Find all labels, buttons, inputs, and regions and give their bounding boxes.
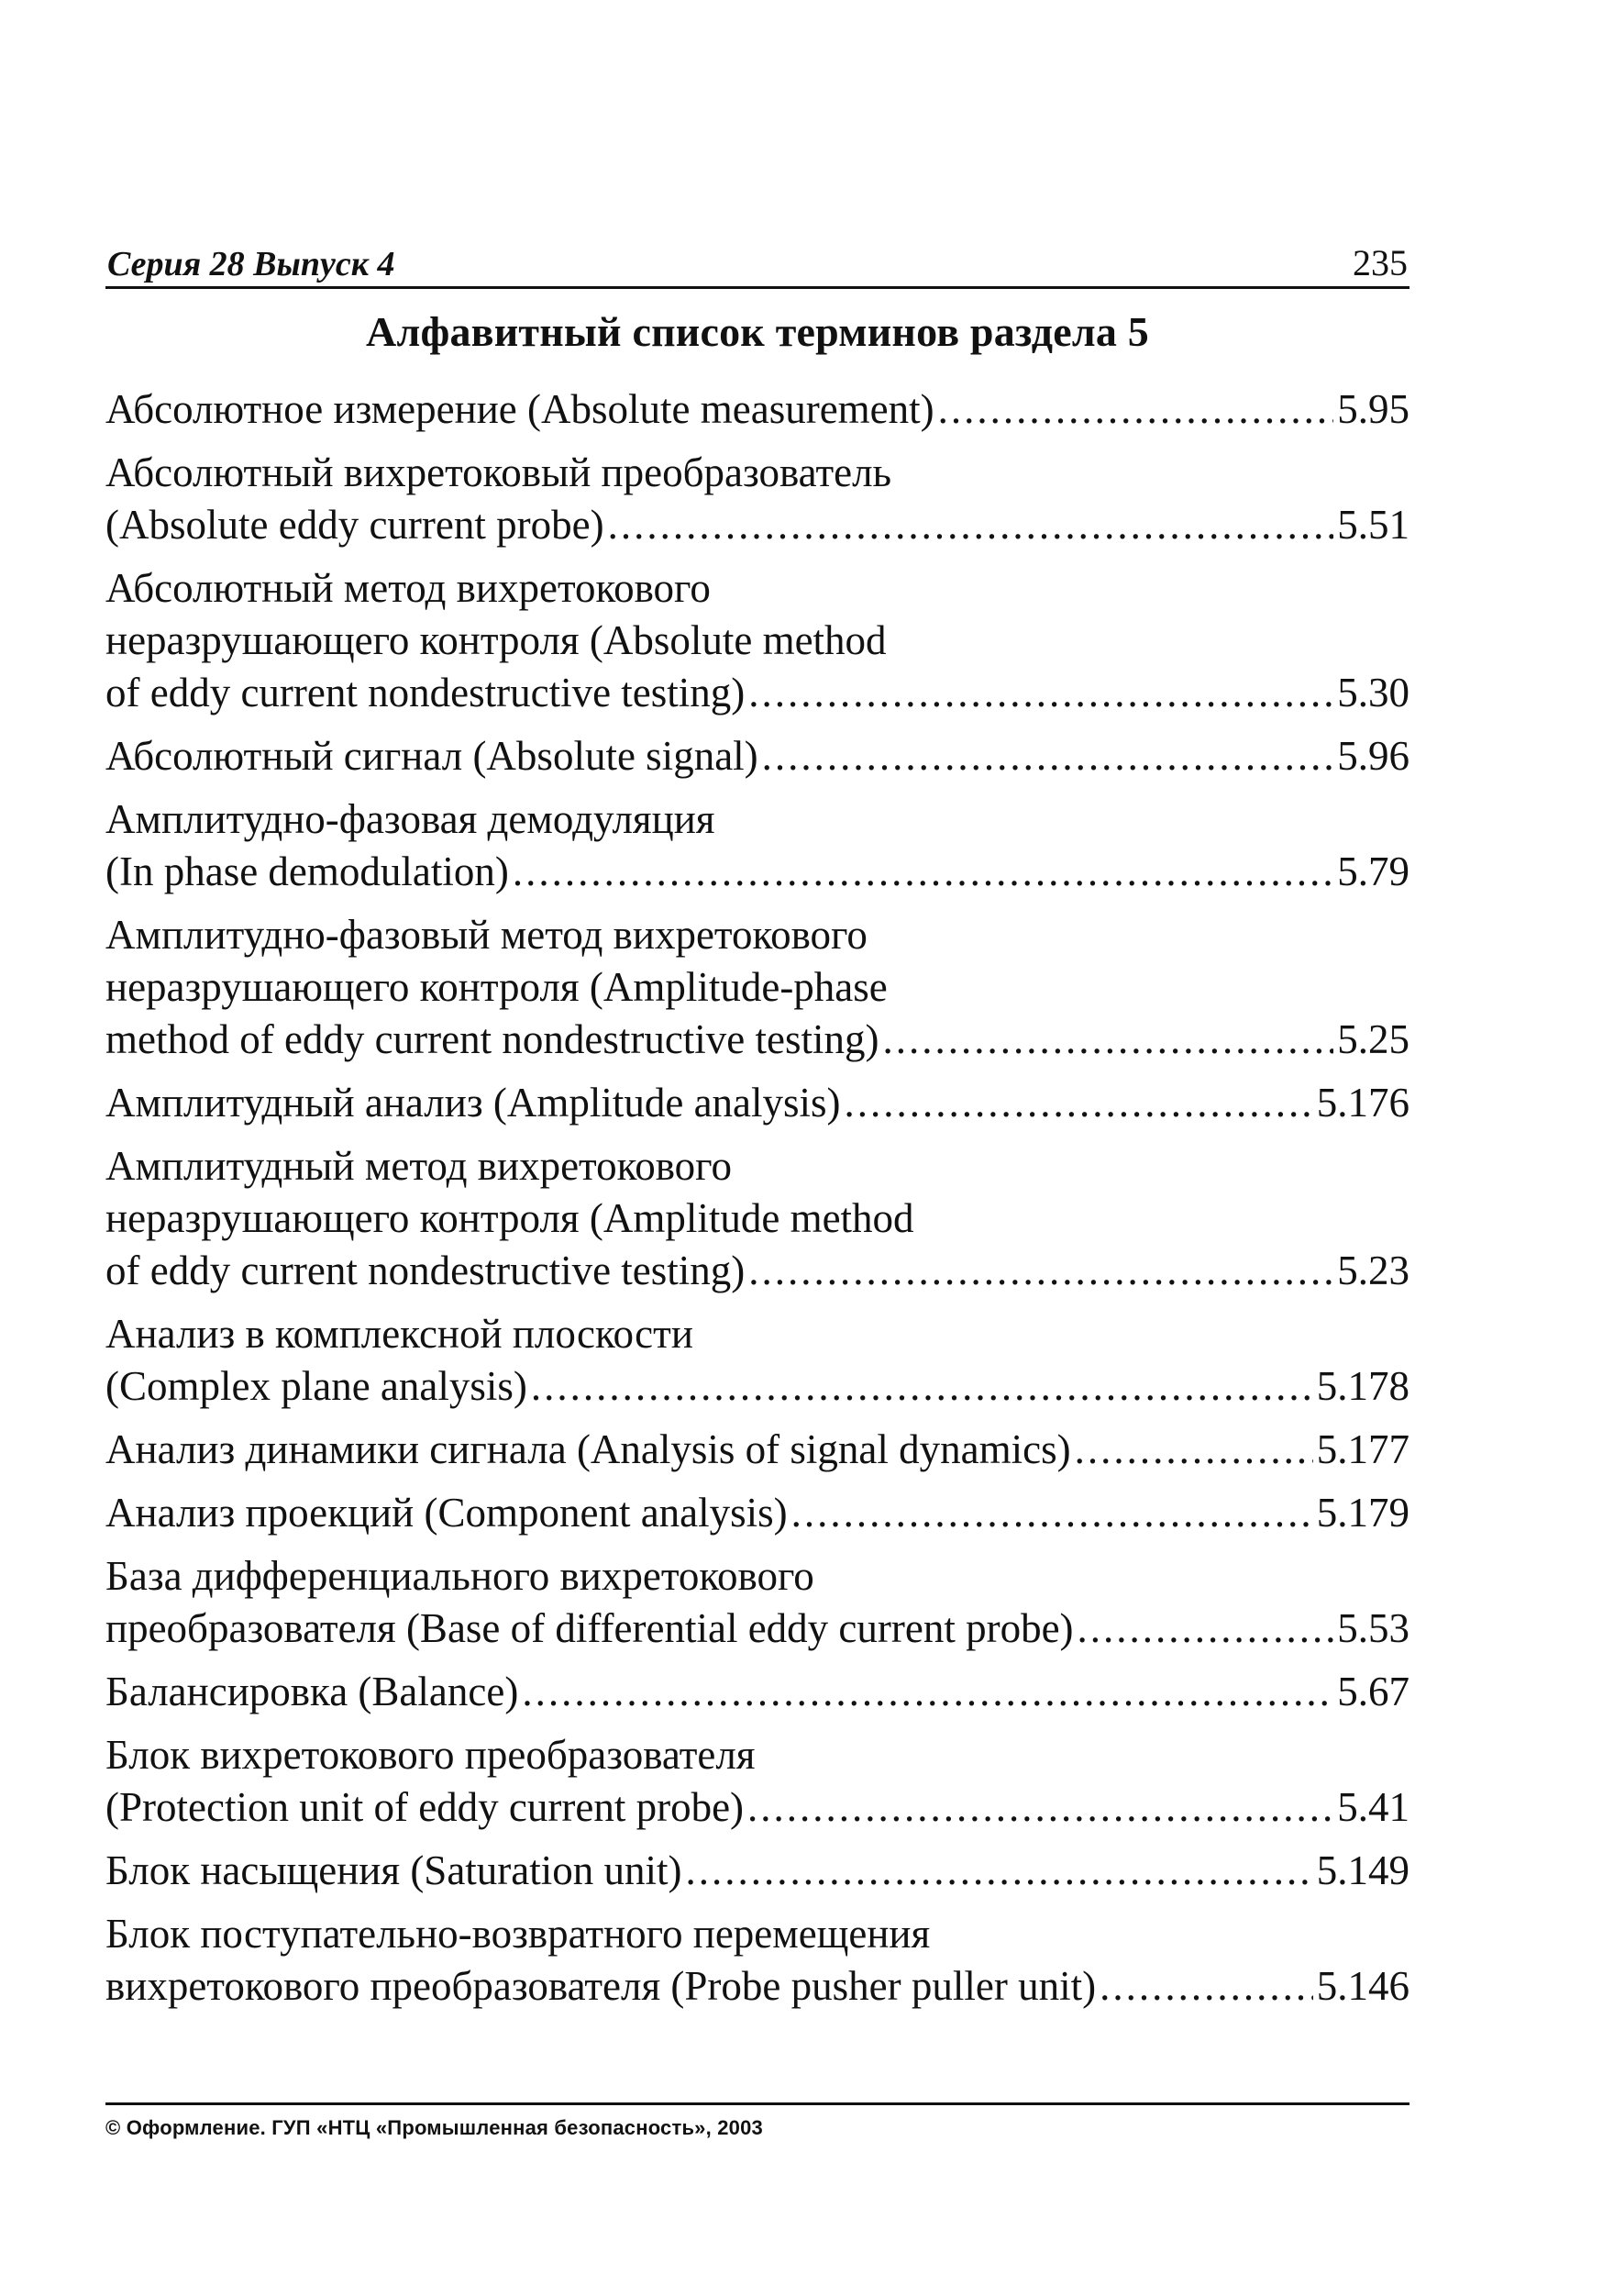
entry-term-line: of eddy current nondestructive testing) bbox=[105, 1248, 746, 1293]
index-entry bbox=[105, 1487, 1409, 1539]
entry-term-line: Блок поступательно-возвратного перемещения bbox=[105, 1911, 931, 1957]
entry-last-line bbox=[105, 1666, 1409, 1718]
dot-leader bbox=[686, 1845, 1313, 1897]
entry-term-line: Анализ динамики сигнала (Analysis of signal dynamics) bbox=[105, 1426, 1071, 1472]
index-entry bbox=[105, 1729, 1409, 1834]
section-reference: 5.176 bbox=[1316, 1080, 1409, 1126]
entry-last-line bbox=[105, 1014, 1409, 1066]
copyright-notice: © Оформление. ГУП «НТЦ «Промышленная безопасность», 2003 bbox=[105, 2116, 763, 2139]
entry-term-line: Абсолютный сигнал (Absolute signal) bbox=[105, 733, 758, 779]
index-entry bbox=[105, 447, 1409, 551]
section-reference: 5.178 bbox=[1316, 1363, 1409, 1409]
dot-leader bbox=[883, 1014, 1334, 1066]
section-reference: 5.23 bbox=[1337, 1248, 1409, 1293]
document-page bbox=[105, 237, 1409, 2024]
entry-last-line bbox=[105, 1360, 1409, 1413]
dot-leader bbox=[791, 1487, 1313, 1539]
section-reference: 5.51 bbox=[1337, 502, 1409, 548]
entry-term-line: неразрушающего контроля (Amplitude method bbox=[105, 1195, 914, 1241]
entry-term-line: Амплитудно-фазовый метод вихретокового bbox=[105, 912, 868, 958]
index-entry bbox=[105, 730, 1409, 782]
section-reference: 5.79 bbox=[1337, 849, 1409, 894]
section-reference: 5.179 bbox=[1316, 1490, 1409, 1536]
entry-term-line: неразрушающего контроля (Absolute method bbox=[105, 617, 887, 663]
dot-leader bbox=[608, 499, 1334, 551]
section-reference: 5.177 bbox=[1316, 1426, 1409, 1472]
entry-term-line: неразрушающего контроля (Amplitude-phase bbox=[105, 964, 888, 1010]
entry-last-line bbox=[105, 1845, 1409, 1897]
series-label: Серия 28 Выпуск 4 bbox=[107, 245, 395, 283]
index-entry bbox=[105, 1140, 1409, 1297]
index-entry bbox=[105, 1424, 1409, 1476]
section-reference: 5.30 bbox=[1337, 670, 1409, 715]
dot-leader bbox=[762, 730, 1334, 782]
entry-term-line: (Complex plane analysis) bbox=[105, 1363, 527, 1409]
entry-term-line: Балансировка (Balance) bbox=[105, 1669, 519, 1714]
dot-leader bbox=[747, 1781, 1333, 1834]
index-entry bbox=[105, 1308, 1409, 1413]
dot-leader bbox=[938, 383, 1334, 436]
dot-leader bbox=[531, 1360, 1313, 1413]
section-title: Алфавитный список терминов раздела 5 bbox=[366, 308, 1149, 355]
entry-term-line: Абсолютный вихретоковый преобразователь bbox=[105, 449, 892, 495]
entry-term-line: Амплитудный анализ (Amplitude analysis) bbox=[105, 1080, 841, 1126]
entry-last-line bbox=[105, 1245, 1409, 1297]
index-entry bbox=[105, 1845, 1409, 1897]
entry-term-line: Анализ в комплексной плоскости bbox=[105, 1311, 693, 1357]
index-entry bbox=[105, 909, 1409, 1066]
dot-leader bbox=[845, 1077, 1313, 1129]
entry-last-line bbox=[105, 667, 1409, 719]
index-entry bbox=[105, 1908, 1409, 2013]
entry-last-line bbox=[105, 730, 1409, 782]
section-reference: 5.146 bbox=[1316, 1963, 1409, 2009]
entry-term-line: Абсолютный метод вихретокового bbox=[105, 565, 711, 611]
page-number: 235 bbox=[1353, 242, 1408, 283]
section-reference: 5.67 bbox=[1337, 1669, 1409, 1714]
entry-last-line bbox=[105, 383, 1409, 436]
dot-leader bbox=[1078, 1603, 1334, 1655]
dot-leader bbox=[1075, 1424, 1313, 1476]
section-reference: 5.96 bbox=[1337, 733, 1409, 779]
index-entry bbox=[105, 562, 1409, 719]
entry-term-line: База дифференциального вихретокового bbox=[105, 1553, 814, 1599]
section-reference: 5.25 bbox=[1337, 1016, 1409, 1062]
section-reference: 5.95 bbox=[1337, 386, 1409, 432]
entry-term-line: Амплитудный метод вихретокового bbox=[105, 1143, 732, 1189]
entry-last-line bbox=[105, 846, 1409, 898]
entry-last-line bbox=[105, 1960, 1409, 2013]
entry-term-line: Блок вихретокового преобразователя bbox=[105, 1732, 756, 1778]
entry-term-line: Анализ проекций (Component analysis) bbox=[105, 1490, 788, 1536]
entry-term-line: вихретокового преобразователя (Probe pusher puller unit) bbox=[105, 1963, 1097, 2009]
entry-term-line: преобразователя (Base of differential eddy current probe) bbox=[105, 1605, 1074, 1651]
entry-last-line bbox=[105, 1487, 1409, 1539]
entry-term-line: (In phase demodulation) bbox=[105, 849, 509, 894]
index-entry bbox=[105, 1666, 1409, 1718]
dot-leader bbox=[1100, 1960, 1313, 2013]
entry-term-line: Блок насыщения (Saturation unit) bbox=[105, 1847, 682, 1893]
running-header bbox=[105, 237, 1409, 289]
entry-last-line bbox=[105, 1603, 1409, 1655]
term-index-list bbox=[105, 383, 1409, 2013]
dot-leader bbox=[748, 1245, 1333, 1297]
index-entry bbox=[105, 1077, 1409, 1129]
entry-term-line: Амплитудно-фазовая демодуляция bbox=[105, 796, 715, 842]
entry-last-line bbox=[105, 1424, 1409, 1476]
entry-term-line: of eddy current nondestructive testing) bbox=[105, 670, 746, 715]
entry-last-line bbox=[105, 499, 1409, 551]
page-footer bbox=[105, 2102, 1409, 2140]
section-reference: 5.149 bbox=[1316, 1847, 1409, 1893]
dot-leader bbox=[748, 667, 1333, 719]
section-reference: 5.41 bbox=[1337, 1784, 1409, 1830]
index-entry bbox=[105, 793, 1409, 898]
index-entry bbox=[105, 383, 1409, 436]
dot-leader bbox=[513, 846, 1333, 898]
section-reference: 5.53 bbox=[1337, 1605, 1409, 1651]
entry-term-line: (Absolute eddy current probe) bbox=[105, 502, 604, 548]
entry-term-line: Абсолютное измерение (Absolute measurement) bbox=[105, 386, 934, 432]
dot-leader bbox=[522, 1666, 1333, 1718]
entry-term-line: (Protection unit of eddy current probe) bbox=[105, 1784, 745, 1830]
entry-term-line: method of eddy current nondestructive testing) bbox=[105, 1016, 879, 1062]
index-entry bbox=[105, 1550, 1409, 1655]
entry-last-line bbox=[105, 1781, 1409, 1834]
entry-last-line bbox=[105, 1077, 1409, 1129]
